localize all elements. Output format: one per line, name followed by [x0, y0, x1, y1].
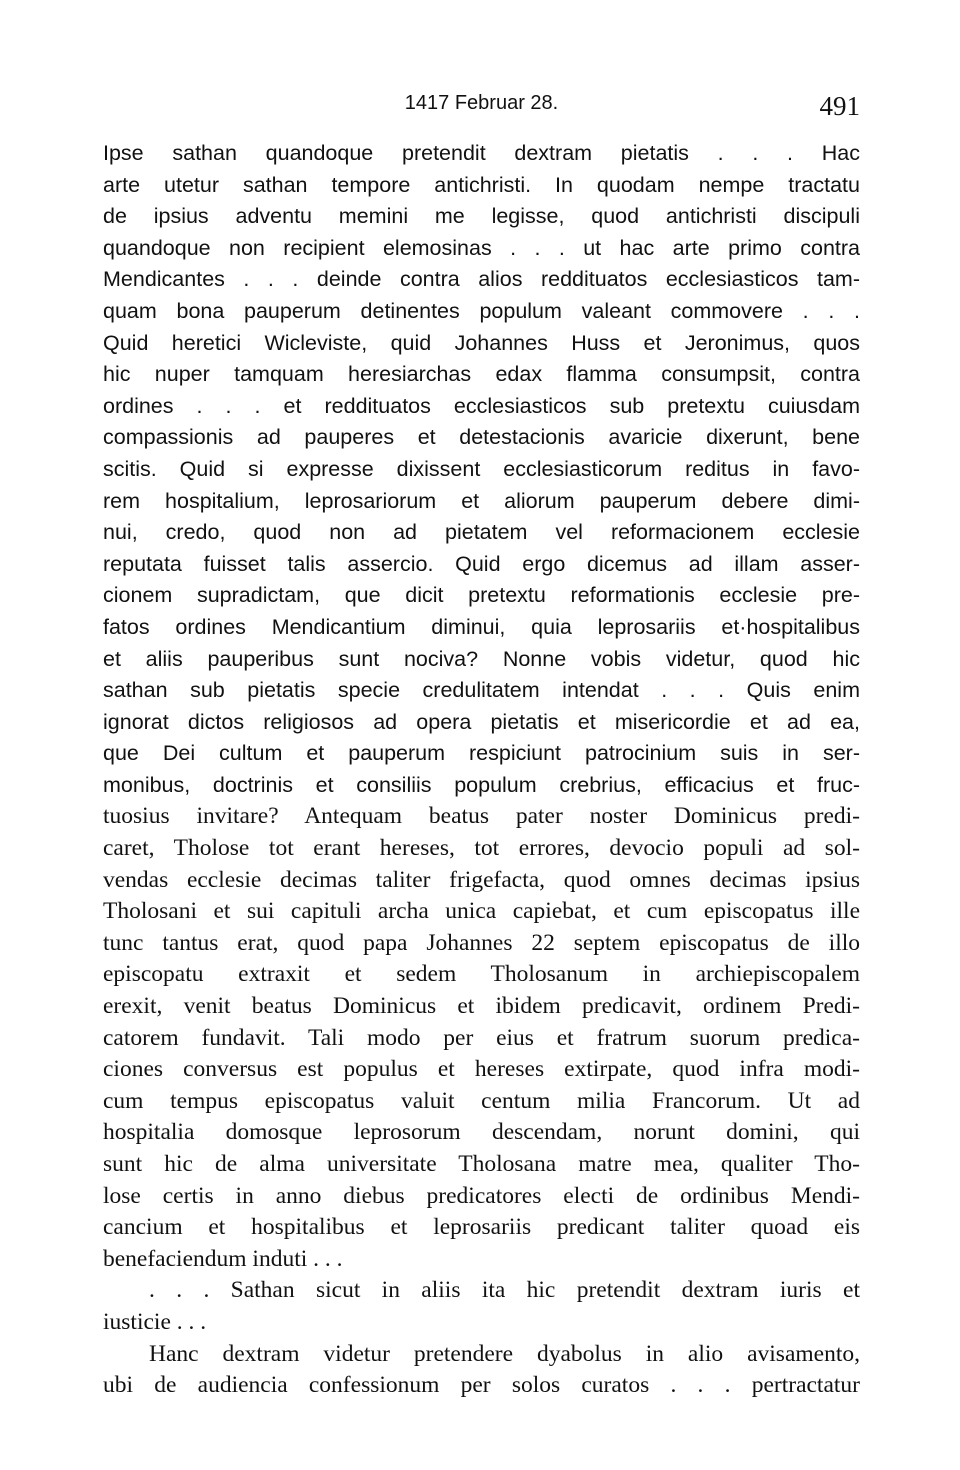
- running-head: [103, 88, 860, 124]
- text-line: que Dei cultum et pauperum respiciunt patrocinium suis in ser-: [103, 741, 860, 766]
- text-line: ordines . . . et reddituatos ecclesiasticos sub pretextu cuiusdam: [103, 393, 860, 418]
- text-line: Ipse sathan quandoque pretendit dextram pietatis . . . Hac: [103, 141, 860, 165]
- text-line: Quid heretici Wicleviste, quid Johannes Huss et Jeronimus, quos: [103, 330, 860, 355]
- running-head-title: 1417 Februar 28.: [404, 92, 559, 114]
- text-line: hospitalia domosque leprosorum descendam, norunt domini, qui: [103, 1119, 860, 1146]
- text-line: quandoque non recipient elemosinas . . . ut hac arte primo contra: [103, 235, 860, 260]
- text-line: erexit, venit beatus Dominicus et ibidem predicavit, ordinem Predi-: [103, 993, 860, 1020]
- text-line: Mendicantes . . . deinde contra alios reddituatos ecclesiasticos tam-: [103, 267, 860, 292]
- text-line: vendas ecclesie decimas taliter frigefacta, quod omnes decimas ipsius: [103, 866, 860, 893]
- text-line: rem hospitalium, leprosariorum et aliorum pauperum debere dimi-: [103, 488, 860, 513]
- text-line: lose certis in anno diebus predicatores electi de ordinibus Mendi-: [103, 1182, 860, 1209]
- text-line: compassionis ad pauperes et detestacionis avaricie dixerunt, bene: [103, 425, 860, 450]
- text-line: sathan sub pietatis specie credulitatem intendat . . . Quis enim: [103, 678, 860, 703]
- text-line: quam bona pauperum detinentes populum valeant commovere . . .: [103, 298, 860, 323]
- text-line: reputata fuisset talis assercio. Quid ergo dicemus ad illam asser-: [103, 551, 860, 576]
- paragraph-start-line: Hanc dextram videtur pretendere dyabolus in alio avisamento,: [149, 1340, 860, 1367]
- text-line: cancium et hospitalibus et leprosariis predicant taliter quoad eis: [103, 1214, 860, 1241]
- page-number: 491: [819, 91, 860, 121]
- text-line: scitis. Quid si expresse dixissent ecclesiasticorum reditus in favo-: [103, 456, 860, 481]
- text-line: nui, credo, quod non ad pietatem vel reformacionem ecclesie: [103, 520, 860, 545]
- paragraph-end-line: benefaciendum induti . . .: [103, 1245, 343, 1272]
- text-line: et aliis pauperibus sunt nociva? Nonne vobis videtur, quod hic: [103, 646, 860, 671]
- text-line: ubi de audiencia confessionum per solos curatos . . . pertractatur: [103, 1372, 860, 1399]
- text-line: tunc tantus erat, quod papa Johannes 22 septem episcopatus de illo: [103, 929, 860, 956]
- text-line: sunt hic de alma universitate Tholosana matre mea, qualiter Tho-: [103, 1151, 860, 1177]
- paragraph-start-line: . . . Sathan sicut in aliis ita hic pretendit dextram iuris et: [149, 1277, 860, 1304]
- text-line: hic nuper tamquam heresiarchas edax flamma consumpsit, contra: [103, 362, 860, 387]
- text-line: arte utetur sathan tempore antichristi. In quodam nempe tractatu: [103, 172, 860, 197]
- text-line: caret, Tholose tot erant hereses, tot errores, devocio populi ad sol-: [103, 835, 860, 862]
- text-line: cionem supradictam, que dicit pretextu reformationis ecclesie pre-: [103, 583, 860, 608]
- text-line: fatos ordines Mendicantium diminui, quia leprosariis et·hospitalibus: [103, 614, 860, 639]
- text-line: cum tempus episcopatus valuit centum milia Francorum. Ut ad: [103, 1087, 860, 1114]
- text-line: ignorat dictos religiosos ad opera pietatis et misericordie et ad ea,: [103, 709, 860, 734]
- text-line: Tholosani et sui capituli archa unica capiebat, et cum episcopatus ille: [103, 898, 860, 925]
- text-line: ciones conversus est populus et hereses extirpate, quod infra modi-: [103, 1056, 860, 1083]
- text-line: monibus, doctrinis et consiliis populum crebrius, efficacius et fruc-: [103, 772, 860, 797]
- text-line: de ipsius adventu memini me legisse, quod antichristi discipuli: [103, 204, 860, 229]
- body-text: [103, 138, 860, 1402]
- paragraph-end-line: iusticie . . .: [103, 1308, 207, 1335]
- text-line: tuosius invitare? Antequam beatus pater noster Dominicus predi-: [103, 803, 860, 830]
- text-line: episcopatu extraxit et sedem Tholosanum in archiepiscopalem: [103, 961, 860, 988]
- text-line: catorem fundavit. Tali modo per eius et fratrum suorum predica-: [103, 1024, 860, 1051]
